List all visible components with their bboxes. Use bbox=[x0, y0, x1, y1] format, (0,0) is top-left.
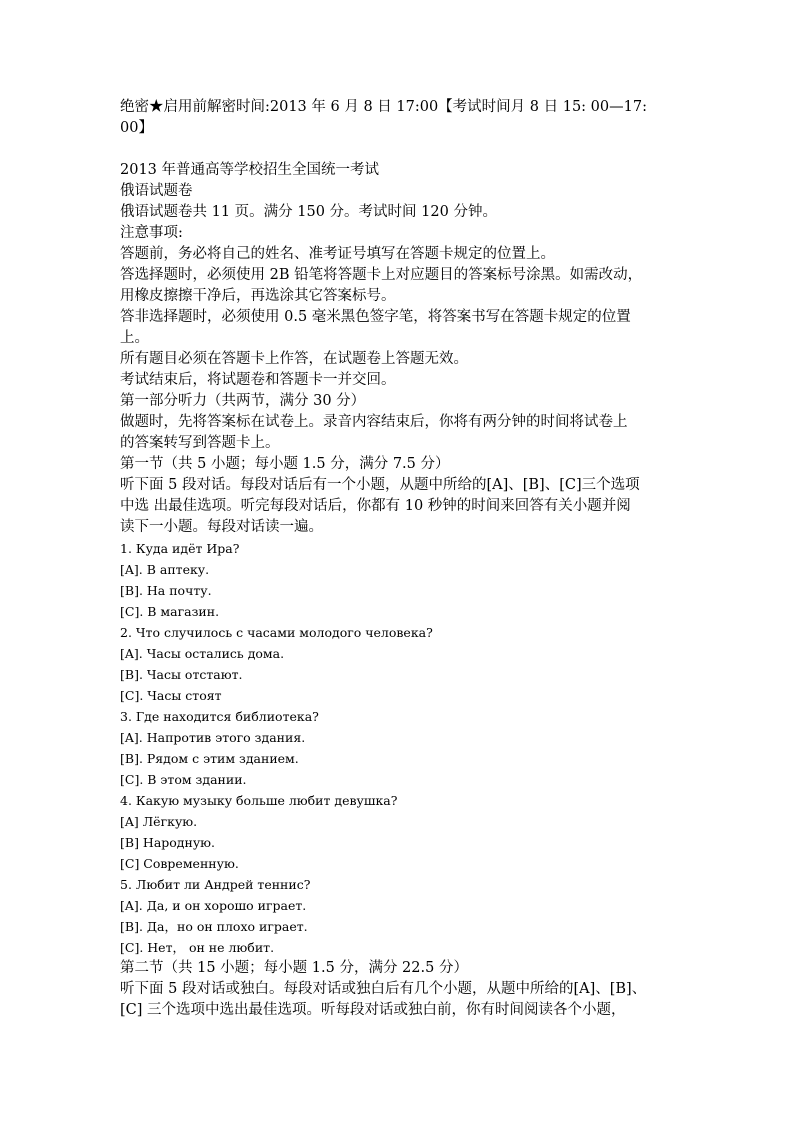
question-2-option-b: [B]. Часы отстают. bbox=[120, 667, 243, 682]
exam-title: 2013 年普通高等学校招生全国统一考试 bbox=[120, 162, 380, 178]
section1-heading: 第一节（共 5 小题；每小题 1.5 分，满分 7.5 分） bbox=[120, 456, 450, 472]
question-4: 4. Какую музыку больше любит девушка? bbox=[120, 793, 398, 808]
part1-heading: 第一部分听力（共两节，满分 30 分） bbox=[120, 393, 366, 409]
question-1-option-c: [C]. В магазин. bbox=[120, 604, 220, 619]
question-1-option-b: [B]. На почту. bbox=[120, 583, 212, 598]
question-5-option-b: [B]. Да，но он плохо играет. bbox=[120, 919, 308, 934]
note-5: 考试结束后，将试题卷和答题卡一并交回。 bbox=[120, 372, 396, 388]
part1-instructions-line-1: 做题时，先将答案标在试卷上。录音内容结束后，你将有两分钟的时间将试卷上 bbox=[120, 414, 628, 430]
paper-info: 俄语试题卷共 11 页。满分 150 分。考试时间 120 分钟。 bbox=[120, 204, 497, 220]
part1-instructions-line-2: 的答案转写到答题卡上。 bbox=[120, 435, 280, 451]
question-4-option-a: [A] Лёгкую. bbox=[120, 814, 198, 829]
note-4: 所有题目必须在答题卡上作答，在试题卷上答题无效。 bbox=[120, 351, 468, 367]
question-5-option-a: [A]. Да, и он хорошо играет. bbox=[120, 898, 307, 913]
question-2-option-c: [C]. Часы стоят bbox=[120, 688, 222, 703]
question-4-option-c: [C] Современную. bbox=[120, 856, 239, 871]
section2-instructions-line-2: [C] 三个选项中选出最佳选项。听每段对话或独白前，你有时间阅读各个小题， bbox=[120, 1002, 626, 1018]
question-1: 1. Куда идёт Ира? bbox=[120, 541, 240, 556]
section1-instructions-line-2: 中选 出最佳选项。听完每段对话后，你都有 10 秒钟的时间来回答有关小题并阅 bbox=[120, 498, 631, 514]
document-page bbox=[120, 97, 692, 1021]
question-3-option-a: [A]. Напротив этого здания. bbox=[120, 730, 306, 745]
secret-header-line-1: 绝密★启用前解密时间:2013 年 6 月 8 日 17:00【考试时间月 8 日 15: 00—17: bbox=[120, 99, 647, 115]
note-3-line-2: 上。 bbox=[120, 330, 149, 346]
section1-instructions-line-1: 听下面 5 段对话。每段对话后有一个小题，从题中所给的[A]、[B]、[C]三个选项 bbox=[120, 477, 640, 493]
note-2-line-2: 用橡皮擦擦干净后，再选涂其它答案标号。 bbox=[120, 288, 396, 304]
question-3-option-b: [B]. Рядом с этим зданием. bbox=[120, 751, 299, 766]
question-1-option-a: [A]. В аптеку. bbox=[120, 562, 210, 577]
section2-instructions-line-1: 听下面 5 段对话或独白。每段对话或独白后有几个小题，从题中所给的[A]、[B]、 bbox=[120, 981, 647, 997]
question-3: 3. Где находится библиотека? bbox=[120, 709, 319, 724]
question-2: 2. Что случилось с часами молодого человека? bbox=[120, 625, 433, 640]
question-4-option-b: [B] Народную. bbox=[120, 835, 216, 850]
question-2-option-a: [A]. Часы остались дома. bbox=[120, 646, 285, 661]
note-2-line-1: 答选择题时，必须使用 2B 铅笔将答题卡上对应题目的答案标号涂黑。如需改动， bbox=[120, 267, 643, 283]
section1-instructions-line-3: 读下一小题。每段对话读一遍。 bbox=[120, 519, 323, 535]
question-5-option-c: [C]. Нет， он не любит. bbox=[120, 940, 275, 955]
blank-line bbox=[120, 139, 692, 160]
paper-name: 俄语试题卷 bbox=[120, 183, 193, 199]
secret-header-line-2: 00】 bbox=[120, 120, 153, 136]
question-3-option-c: [C]. В этом здании. bbox=[120, 772, 247, 787]
question-5: 5. Любит ли Андрей теннис? bbox=[120, 877, 311, 892]
section2-heading: 第二节（共 15 小题；每小题 1.5 分，满分 22.5 分） bbox=[120, 960, 468, 976]
note-1: 答题前，务必将自己的姓名、准考证号填写在答题卡规定的位置上。 bbox=[120, 246, 555, 262]
notes-heading: 注意事项: bbox=[120, 225, 183, 241]
note-3-line-1: 答非选择题时，必须使用 0.5 毫米黑色签字笔，将答案书写在答题卡规定的位置 bbox=[120, 309, 631, 325]
